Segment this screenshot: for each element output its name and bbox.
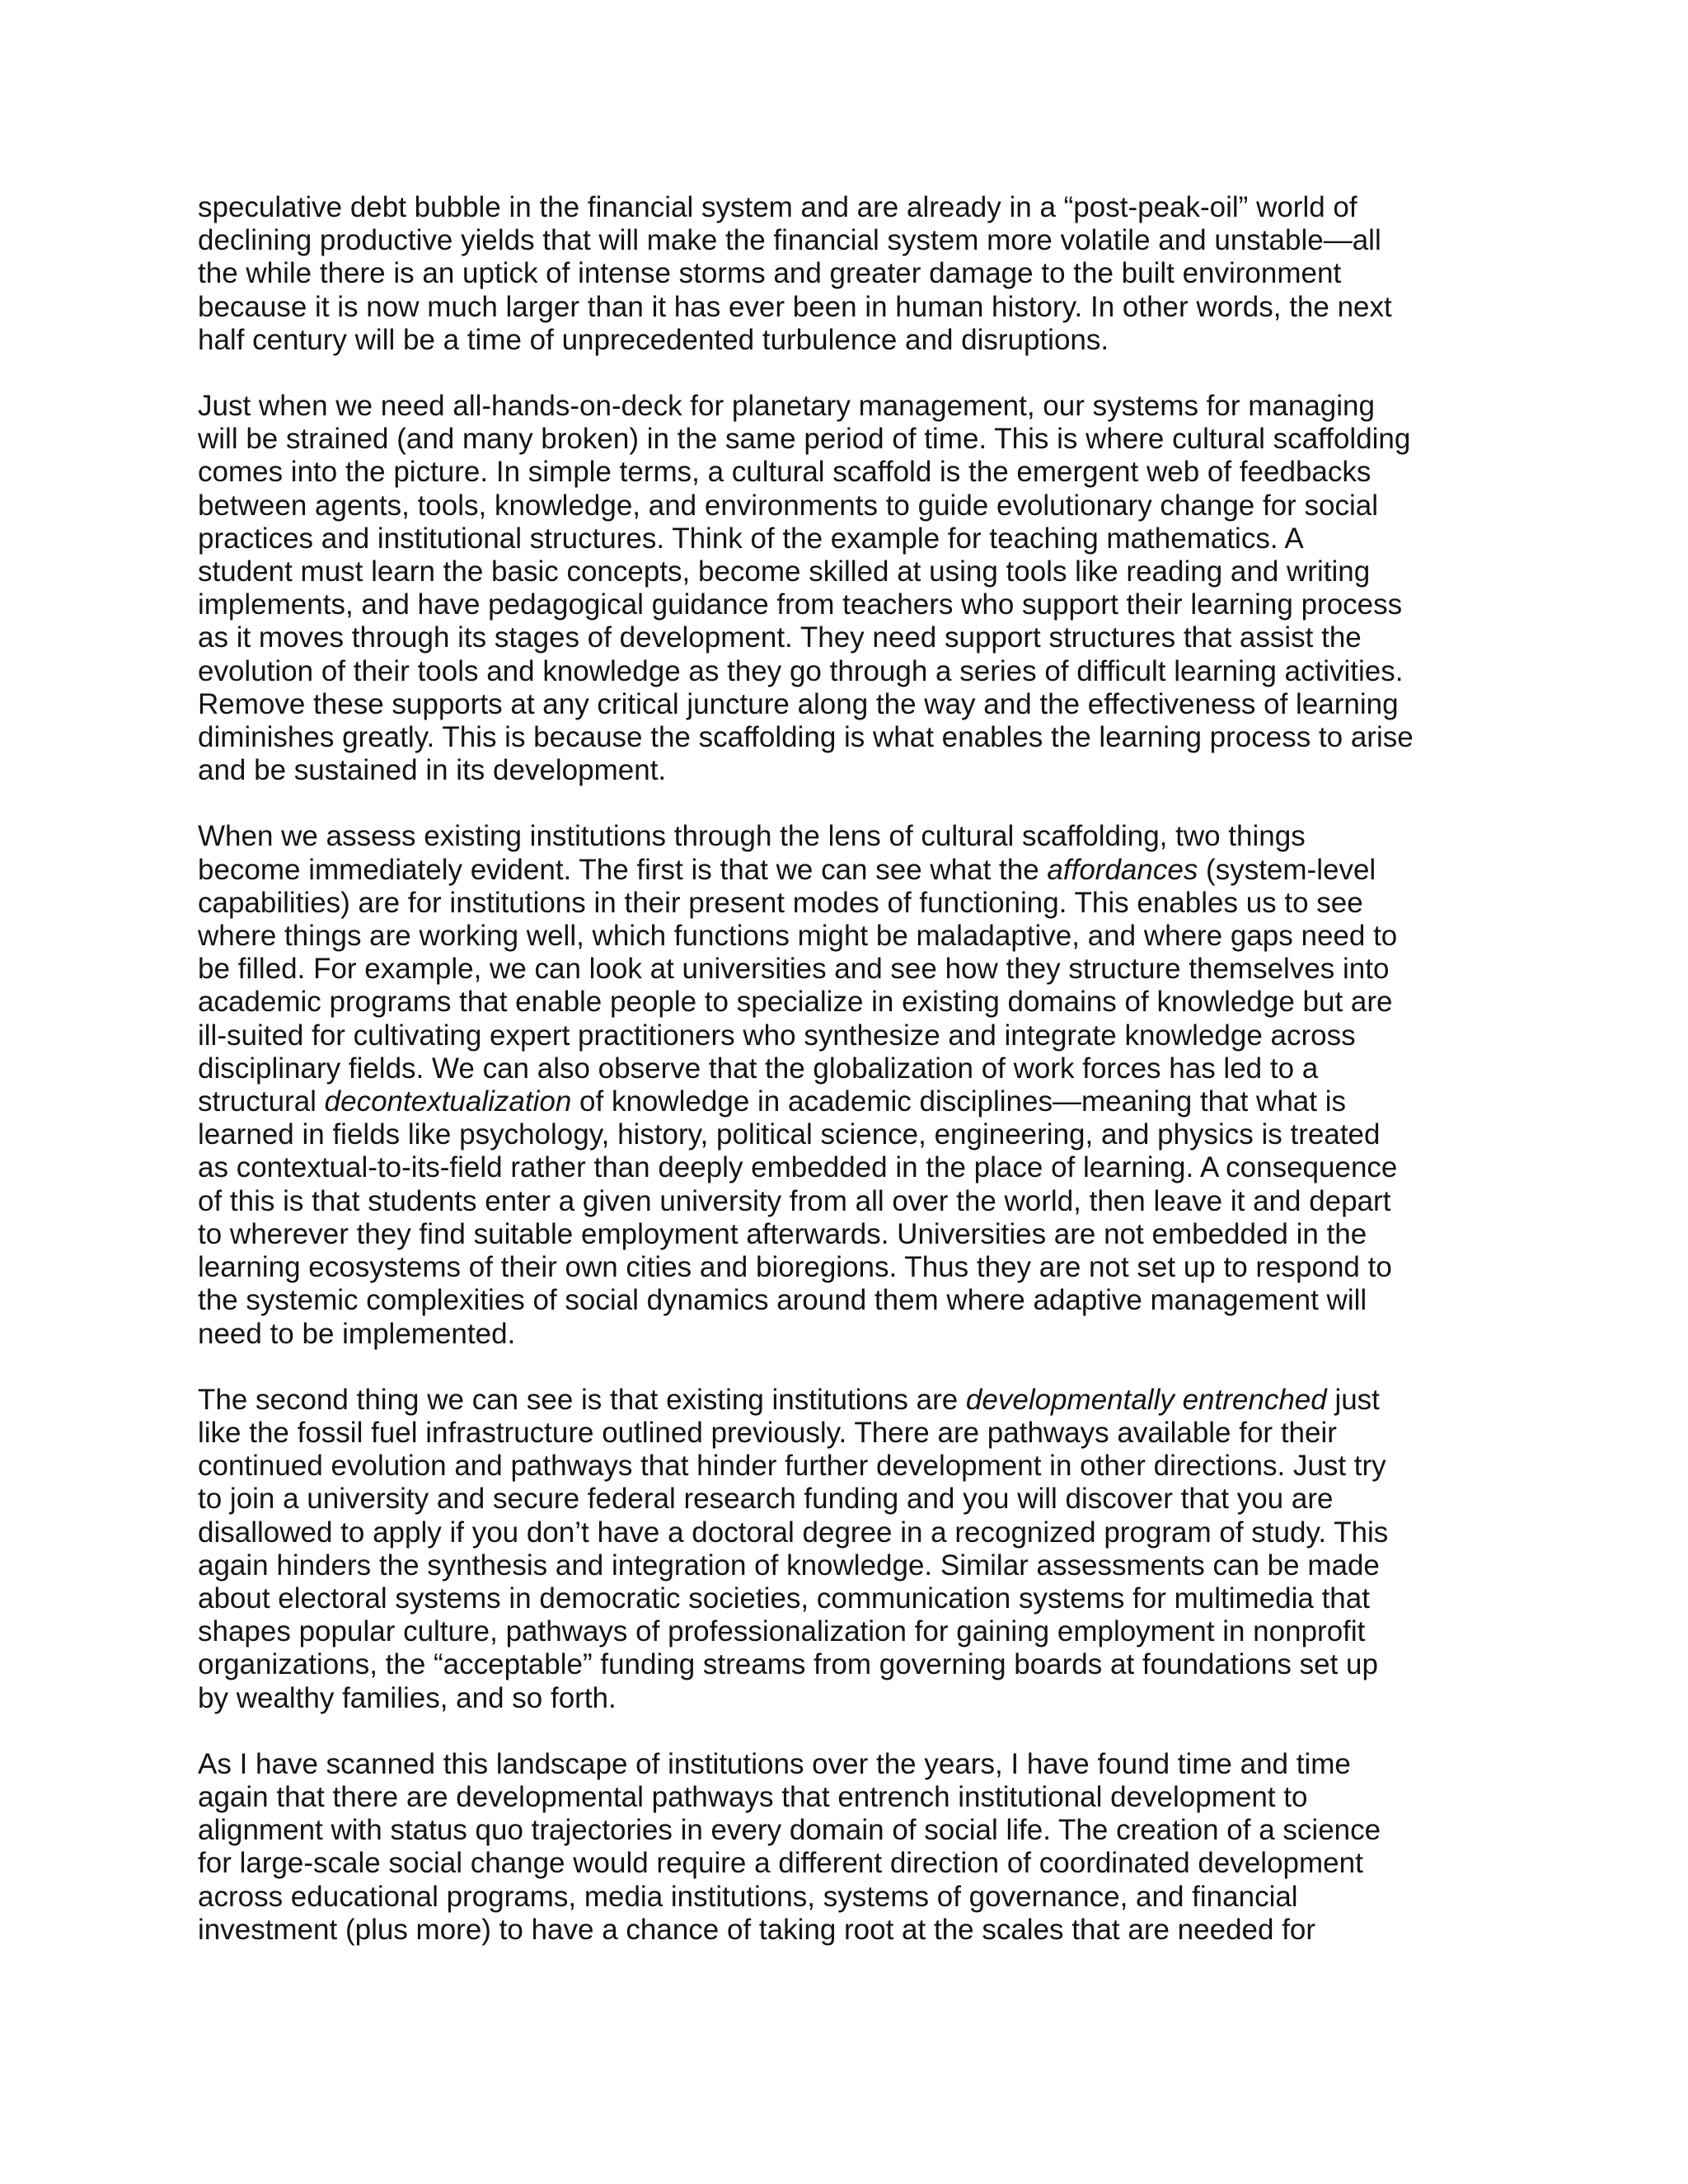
text-line <box>198 1648 1484 1681</box>
text-segment: between agents, tools, knowledge, and environments to guide evolutionary change for social <box>198 489 1379 522</box>
text-segment: just <box>1326 1383 1380 1416</box>
text-segment: become immediately evident. The first is that we can see what the <box>198 853 1048 886</box>
text-line <box>198 1118 1484 1151</box>
text-segment: like the fossil fuel infrastructure outlined previously. There are pathways available for their <box>198 1416 1337 1449</box>
text-segment: comes into the picture. In simple terms, a cultural scaffold is the emergent web of feedbacks <box>198 456 1372 489</box>
text-segment: again hinders the synthesis and integration of knowledge. Similar assessments can be made <box>198 1549 1380 1582</box>
text-line <box>198 721 1484 754</box>
text-line <box>198 820 1484 853</box>
text-segment: be filled. For example, we can look at universities and see how they structure themselves into <box>198 953 1390 986</box>
text-line <box>198 191 1484 224</box>
paragraph <box>198 820 1484 1350</box>
text-segment: across educational programs, media institutions, systems of governance, and financial <box>198 1880 1298 1913</box>
text-segment: half century will be a time of unprecedented turbulence and disruptions. <box>198 323 1109 356</box>
text-line <box>198 1151 1484 1184</box>
text-segment: ill-suited for cultivating expert practitioners who synthesize and integrate knowledge across <box>198 1019 1356 1052</box>
text-line <box>198 224 1484 257</box>
text-segment: shapes popular culture, pathways of professionalization for gaining employment in nonprofit <box>198 1615 1366 1648</box>
text-line <box>198 1516 1484 1549</box>
text-segment: declining productive yields that will make the financial system more volatile and unstable—all <box>198 224 1381 257</box>
text-line <box>198 390 1484 423</box>
text-line <box>198 1450 1484 1483</box>
text-segment: Just when we need all-hands-on-deck for planetary management, our systems for managing <box>198 390 1375 423</box>
italic-term: decontextualization <box>324 1085 572 1118</box>
text-segment: capabilities) are for institutions in their present modes of functioning. This enables us to see <box>198 886 1363 919</box>
paragraph <box>198 390 1484 787</box>
text-segment: and be sustained in its development. <box>198 754 667 787</box>
text-line <box>198 523 1484 555</box>
text-segment: organizations, the “acceptable” funding streams from governing boards at foundations set up <box>198 1648 1378 1681</box>
text-line <box>198 1052 1484 1085</box>
text-line <box>198 1814 1484 1847</box>
text-line <box>198 655 1484 688</box>
text-segment: by wealthy families, and so forth. <box>198 1681 617 1714</box>
text-segment: speculative debt bubble in the financial system and are already in a “post-peak-oil” world of <box>198 191 1357 223</box>
text-line <box>198 490 1484 523</box>
text-segment: diminishes greatly. This is because the scaffolding is what enables the learning process to arise <box>198 721 1414 754</box>
text-segment: the systemic complexities of social dynamics around them where adaptive management will <box>198 1284 1367 1317</box>
paragraph <box>198 1748 1484 1947</box>
text-segment: Remove these supports at any critical juncture along the way and the effectiveness of learning <box>198 687 1399 720</box>
text-segment: continued evolution and pathways that hinder further development in other directions. Just try <box>198 1450 1386 1483</box>
text-segment: disciplinary fields. We can also observe that the globalization of work forces has led to a <box>198 1052 1319 1085</box>
text-line <box>198 1284 1484 1317</box>
text-segment: the while there is an uptick of intense storms and greater damage to the built environment <box>198 257 1342 290</box>
text-segment: student must learn the basic concepts, become skilled at using tools like reading and writing <box>198 555 1371 588</box>
text-line <box>198 1615 1484 1648</box>
text-line <box>198 324 1484 357</box>
text-segment: alignment with status quo trajectories in every domain of social life. The creation of a science <box>198 1814 1381 1847</box>
text-segment: investment (plus more) to have a chance of taking root at the scales that are needed for <box>198 1913 1316 1946</box>
text-segment: learned in fields like psychology, history, political science, engineering, and physics is treated <box>198 1118 1381 1151</box>
text-line <box>198 1549 1484 1582</box>
text-segment: for large-scale social change would require a different direction of coordinated development <box>198 1847 1363 1880</box>
text-line <box>198 1185 1484 1218</box>
text-segment: of this is that students enter a given university from all over the world, then leave it and depart <box>198 1184 1391 1217</box>
text-line <box>198 920 1484 953</box>
text-segment: will be strained (and many broken) in the same period of time. This is where cultural scaffolding <box>198 423 1411 456</box>
paragraph <box>198 191 1484 357</box>
text-line <box>198 1218 1484 1251</box>
text-line <box>198 953 1484 986</box>
text-line <box>198 754 1484 787</box>
text-segment: As I have scanned this landscape of institutions over the years, I have found time and time <box>198 1747 1351 1780</box>
text-line <box>198 1881 1484 1914</box>
text-line <box>198 1582 1484 1615</box>
text-segment: disallowed to apply if you don’t have a doctoral degree in a recognized program of study. This <box>198 1516 1389 1549</box>
text-segment: learning ecosystems of their own cities and bioregions. Thus they are not set up to respond to <box>198 1251 1392 1284</box>
text-line <box>198 291 1484 324</box>
text-segment: where things are working well, which functions might be maladaptive, and where gaps need to <box>198 920 1398 953</box>
text-line <box>198 456 1484 489</box>
text-segment: academic programs that enable people to specialize in existing domains of knowledge but are <box>198 986 1393 1019</box>
text-segment: evolution of their tools and knowledge as they go through a series of difficult learning activities. <box>198 654 1404 687</box>
italic-term: affordances <box>1047 853 1198 886</box>
text-segment: need to be implemented. <box>198 1317 516 1350</box>
text-line <box>198 555 1484 588</box>
text-segment: The second thing we can see is that existing institutions are <box>198 1383 966 1416</box>
text-segment: to join a university and secure federal research funding and you will discover that you are <box>198 1483 1334 1516</box>
text-line <box>198 1781 1484 1814</box>
text-segment: as it moves through its stages of development. They need support structures that assist the <box>198 621 1362 654</box>
text-line <box>198 1847 1484 1880</box>
text-segment: When we assess existing institutions through the lens of cultural scaffolding, two things <box>198 820 1306 853</box>
italic-term: developmentally entrenched <box>965 1383 1327 1416</box>
text-segment: as contextual-to-its-field rather than deeply embedded in the place of learning. A consequence <box>198 1151 1398 1184</box>
text-line <box>198 1384 1484 1417</box>
text-line <box>198 986 1484 1019</box>
text-segment: implements, and have pedagogical guidance from teachers who support their learning process <box>198 588 1403 621</box>
text-segment: structural <box>198 1085 325 1118</box>
text-segment: because it is now much larger than it has ever been in human history. In other words, the next <box>198 290 1392 323</box>
text-line <box>198 887 1484 920</box>
body-text <box>198 191 1484 1980</box>
text-line <box>198 588 1484 621</box>
text-segment: to wherever they find suitable employment afterwards. Universities are not embedded in the <box>198 1217 1367 1250</box>
text-line <box>198 621 1484 654</box>
text-line <box>198 1682 1484 1715</box>
text-segment: (system-level <box>1198 853 1376 886</box>
paragraph <box>198 1384 1484 1715</box>
text-segment: again that there are developmental pathways that entrench institutional development to <box>198 1780 1308 1813</box>
text-line <box>198 1748 1484 1781</box>
text-segment: of knowledge in academic disciplines—meaning that what is <box>571 1085 1346 1118</box>
text-line <box>198 1085 1484 1118</box>
text-line <box>198 1483 1484 1516</box>
text-line <box>198 1019 1484 1052</box>
text-line <box>198 257 1484 290</box>
text-segment: practices and institutional structures. Think of the example for teaching mathematics. A <box>198 522 1304 555</box>
text-line <box>198 1417 1484 1450</box>
text-line <box>198 854 1484 887</box>
text-segment: about electoral systems in democratic societies, communication systems for multimedia that <box>198 1582 1370 1615</box>
text-line <box>198 423 1484 456</box>
text-line <box>198 688 1484 721</box>
text-line <box>198 1914 1484 1947</box>
text-line <box>198 1318 1484 1351</box>
text-line <box>198 1251 1484 1284</box>
